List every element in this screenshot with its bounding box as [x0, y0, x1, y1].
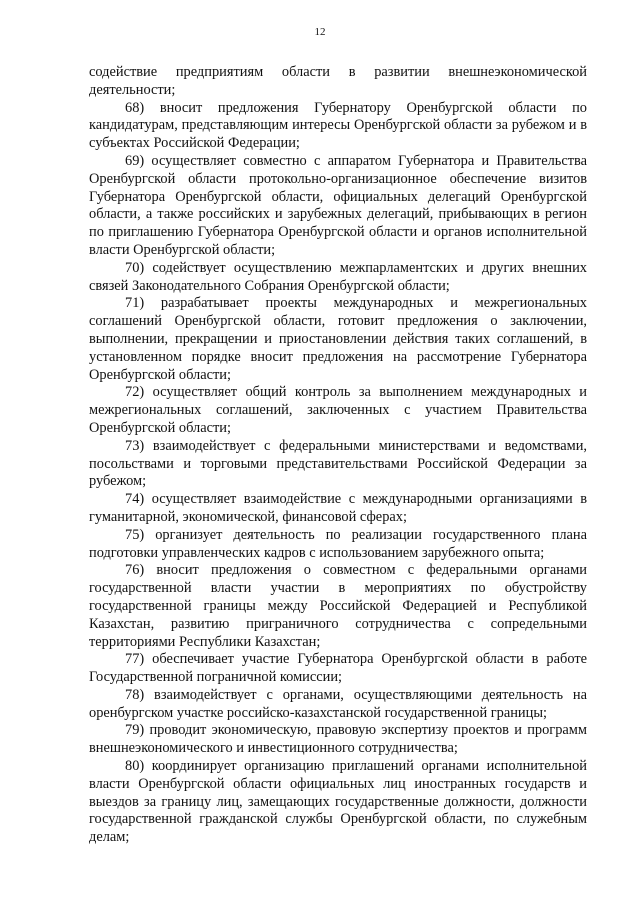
paragraph-item-80: 80) координирует организацию приглашений органами исполнительной власти Оренбургской области официальных лиц иностранных государств и выездов за границу лиц, замещающих государственные должности, должности государственной гражданской службы Оренбургской области, по служебным делам; — [89, 758, 587, 846]
paragraph-continuation: содействие предприятиям области в развитии внешнеэкономической деятельности; — [89, 64, 587, 98]
paragraph-item-78: 78) взаимодействует с органами, осуществляющими деятельность на оренбургском участке российско-казахстанской государственной границы; — [89, 686, 587, 721]
paragraph-item-77: 77) обеспечивает участие Губернатора Оренбургской области в работе Государственной пограничной комиссии; — [89, 651, 587, 686]
paragraph-item-71: 71) разрабатывает проекты международных и межрегиональных соглашений Оренбургской области, готовит предложения о заключении, выполнении, прекращении и приостановлении действия таких соглашений, в установленном порядке вносит предложения на рассмотрение Губернатора Оренбургской области; — [89, 295, 587, 383]
paragraph-item-74: 74) осуществляет взаимодействие с международными организациями в гуманитарной, экономической, финансовой сферах; — [89, 491, 587, 525]
paragraph-item-76: 76) вносит предложения о совместном с федеральными органами государственной власти участии в мероприятиях по обустройству государственной границы между Российской Федерацией и Республикой Казахстан, развитию приграничного сотрудничества с сопредельными территориями Республики Казахстан; — [89, 562, 587, 650]
paragraph-item-70: 70) содействует осуществлению межпарламентских и других внешних связей Законодательного Собрания Оренбургской области; — [89, 259, 587, 294]
document-body — [89, 64, 587, 847]
page-number: 12 — [314, 26, 326, 38]
paragraph-item-72: 72) осуществляет общий контроль за выполнением международных и межрегиональных соглашений, заключенных с участием Правительства Оренбургской области; — [89, 384, 587, 436]
paragraph-item-79: 79) проводит экономическую, правовую экспертизу проектов и программ внешнеэкономического и инвестиционного сотрудничества; — [89, 722, 587, 757]
paragraph-item-68: 68) вносит предложения Губернатору Оренбургской области по кандидатурам, представляющим интересы Оренбургской области за рубежом и в субъектах Российской Федерации; — [89, 99, 587, 152]
paragraph-item-75: 75) организует деятельность по реализации государственного плана подготовки управленческих кадров с использованием зарубежного опыта; — [89, 526, 587, 561]
paragraph-item-69: 69) осуществляет совместно с аппаратом Губернатора и Правительства Оренбургской области протокольно-организационное обеспечение визитов Губернатора Оренбургской области, официальных делегаций Оренбургской области, а также российских и зарубежных делегаций, прибывающих в регион по приглашению Губернатора Оренбургской области и органов исполнительной власти Оренбургской области; — [89, 152, 587, 258]
paragraph-item-73: 73) взаимодействует с федеральными министерствами и ведомствами, посольствами и торговыми представительствами Российской Федерации за рубежом; — [89, 437, 587, 490]
